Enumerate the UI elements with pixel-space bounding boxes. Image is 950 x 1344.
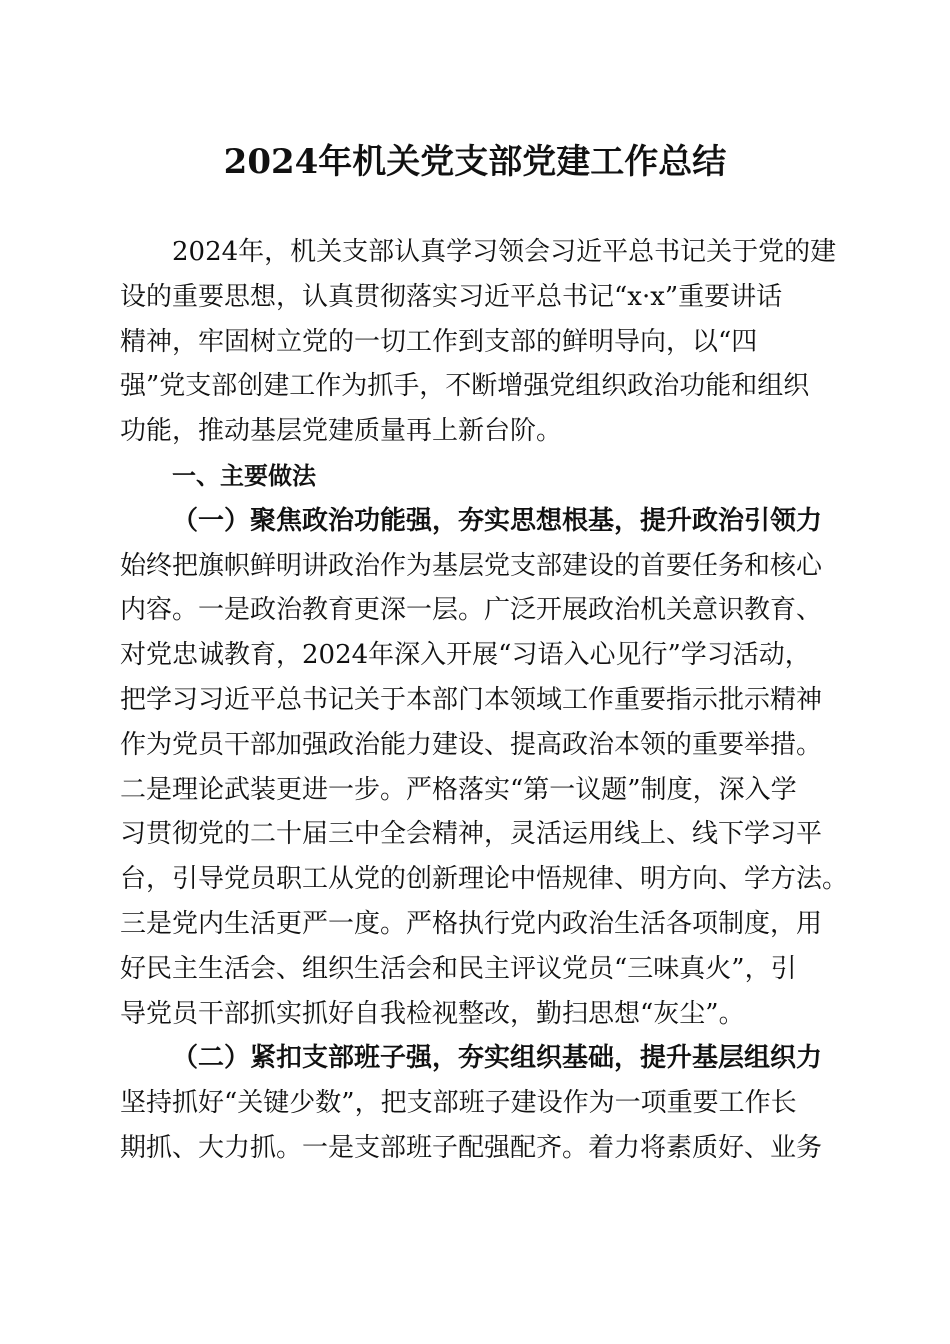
sub2-heading: （二）紧扣支部班子强，夯实组织基础，提升基层组织力	[172, 1043, 823, 1074]
sub2-line-2: 期抓、大力抓。一是支部班子配强配齐。着力将素质好、业务	[120, 1132, 823, 1163]
sub1-heading: （一）聚焦政治功能强，夯实思想根基，提升政治引领力	[172, 505, 823, 536]
sub2-line-1: 坚持抓好“关键少数”，把支部班子建设作为一项重要工作长	[120, 1088, 797, 1119]
intro-line-2: 设的重要思想，认真贯彻落实习近平总书记“x·x”重要讲话	[120, 281, 783, 312]
sub1-line-6: 二是理论武装更进一步。严格落实“第一议题”制度，深入学	[120, 774, 797, 805]
intro-line-5: 功能，推动基层党建质量再上新台阶。	[120, 416, 563, 447]
sub1-line-10: 好民主生活会、组织生活会和民主评议党员“三味真火”，引	[120, 953, 797, 984]
sub1-line-11: 导党员干部抓实抓好自我检视整改，勤扫思想“灰尘”。	[120, 998, 745, 1029]
sub1-line-7: 习贯彻党的二十届三中全会精神，灵活运用线上、线下学习平	[120, 819, 823, 850]
sub1-line-9: 三是党内生活更严一度。严格执行党内政治生活各项制度，用	[120, 908, 823, 939]
sub1-line-8: 台，引导党员职工从党的创新理论中悟规律、明方向、学方法。	[120, 864, 849, 895]
intro-line-1: 2024年，机关支部认真学习领会习近平总书记关于党的建	[172, 237, 837, 267]
intro-line-4: 强”党支部创建工作为抓手，不断增强党组织政治功能和组织	[120, 371, 810, 402]
intro-line-3: 精神，牢固树立党的一切工作到支部的鲜明导向，以“四	[120, 326, 758, 357]
sub1-line-1: 始终把旗帜鲜明讲政治作为基层党支部建设的首要任务和核心	[120, 550, 823, 581]
document-body	[120, 230, 849, 1171]
sub1-line-5: 作为党员干部加强政治能力建设、提高政治本领的重要举措。	[120, 729, 823, 760]
sub1-line-3: 对党忠诚教育，2024年深入开展“习语入心见行”学习活动，	[120, 640, 811, 671]
sub1-line-2: 内容。一是政治教育更深一层。广泛开展政治机关意识教育、	[120, 595, 823, 626]
sub1-line-4: 把学习习近平总书记关于本部门本领域工作重要指示批示精神	[120, 684, 823, 715]
section1-heading: 一、主要做法	[172, 461, 316, 490]
document-title: 2024年机关党支部党建工作总结	[223, 142, 727, 182]
